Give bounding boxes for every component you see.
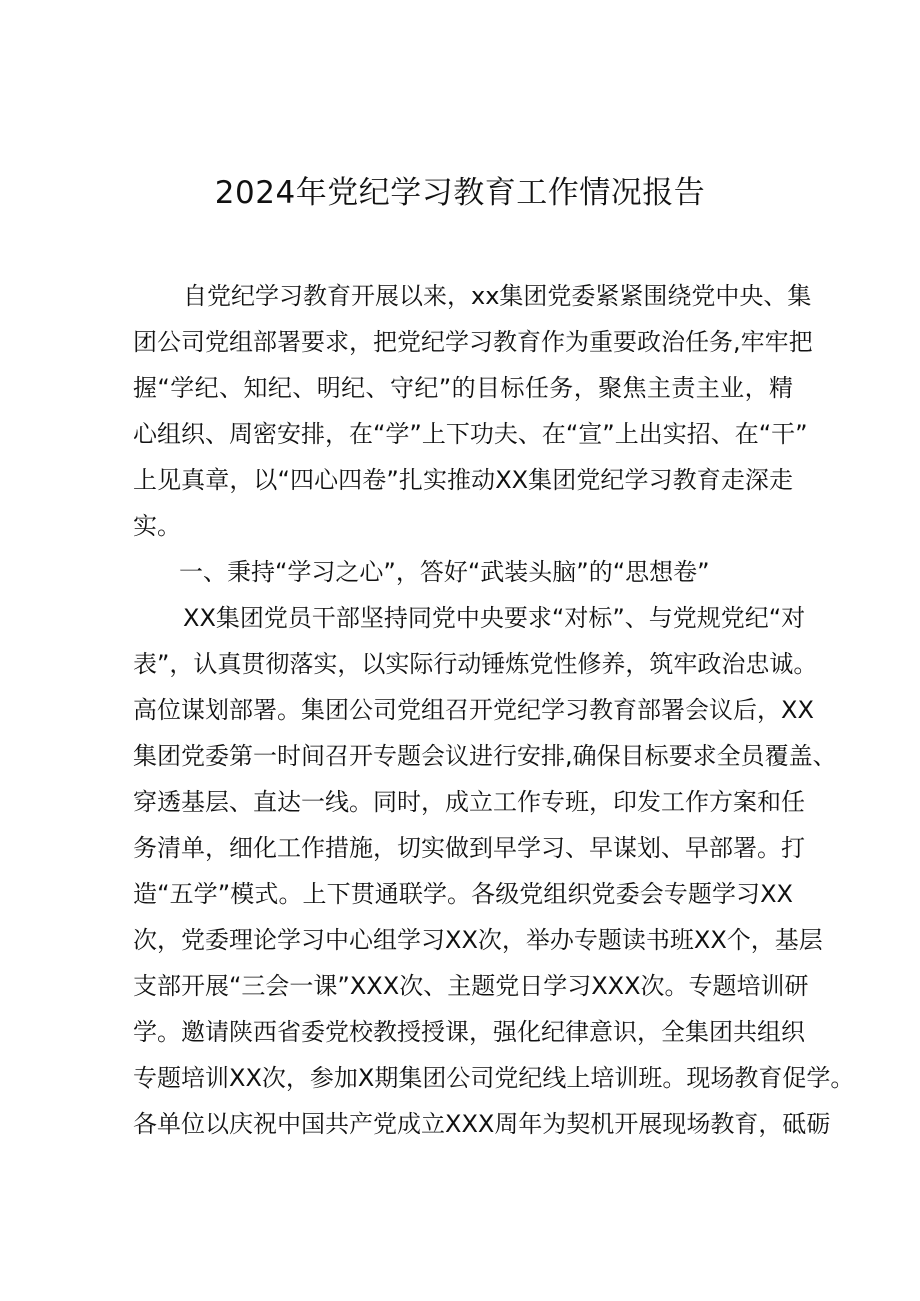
text-line: 务清单，细化工作措施，切实做到早学习、早谋划、早部署。打 [133,834,805,862]
text-line: 高位谋划部署。集团公司党组召开党纪学习教育部署会议后，XX [133,696,814,724]
section-heading [133,549,793,595]
text-line: 次，党委理论学习中心组学习XX次，举办专题读书班XX个，基层 [133,926,823,954]
text-line: 握“学纪、知纪、明纪、守纪”的目标任务，聚焦主责主业，精 [133,374,793,402]
text-line: 表”，认真贯彻落实，以实际行动锤炼党性修养，筑牢政治忠诚。 [133,650,818,678]
text-line: 造“五学”模式。上下贯通联学。各级党组织党委会专题学习XX [133,880,793,908]
document-body [133,273,855,1147]
text-line: XX集团党员干部坚持同党中央要求“对标”、与党规党纪“对 [183,604,806,632]
document-title: 2024年党纪学习教育工作情况报告 [214,175,706,211]
text-line: 穿透基层、直达一线。同时，成立工作专班，印发工作方案和任 [133,788,805,816]
text-line: 自党纪学习教育开展以来，xx集团党委紧紧围绕党中央、集 [183,282,812,310]
text-line: 上见真章，以“四心四卷”扎实推动XX集团党纪学习教育走深走 [133,466,793,494]
text-line: 集团党委第一时间召开专题会议进行安排,确保目标要求全员覆盖、 [133,742,837,770]
text-line: 心组织、周密安排，在“学”上下功夫、在“宣”上出实招、在“干” [133,420,808,448]
heading-line: 一、秉持“学习之心”，答好“武装头脑”的“思想卷” [179,558,710,586]
paragraph-intro [133,273,813,549]
text-line: 学。邀请陕西省委党校教授授课，强化纪律意识，全集团共组织 [133,1018,805,1046]
text-line: 支部开展“三会一课”XXX次、主题党日学习XXX次。专题培训研 [133,972,809,1000]
text-line: 各单位以庆祝中国共产党成立XXX周年为契机开展现场教育，砥砺 [133,1110,831,1138]
text-line: 实。 [133,512,181,540]
text-line: 专题培训XX次，参加X期集团公司党纪线上培训班。现场教育促学。 [133,1064,855,1092]
text-line: 团公司党组部署要求，把党纪学习教育作为重要政治任务,牢牢把 [133,328,813,356]
paragraph-section-1 [133,595,855,1147]
